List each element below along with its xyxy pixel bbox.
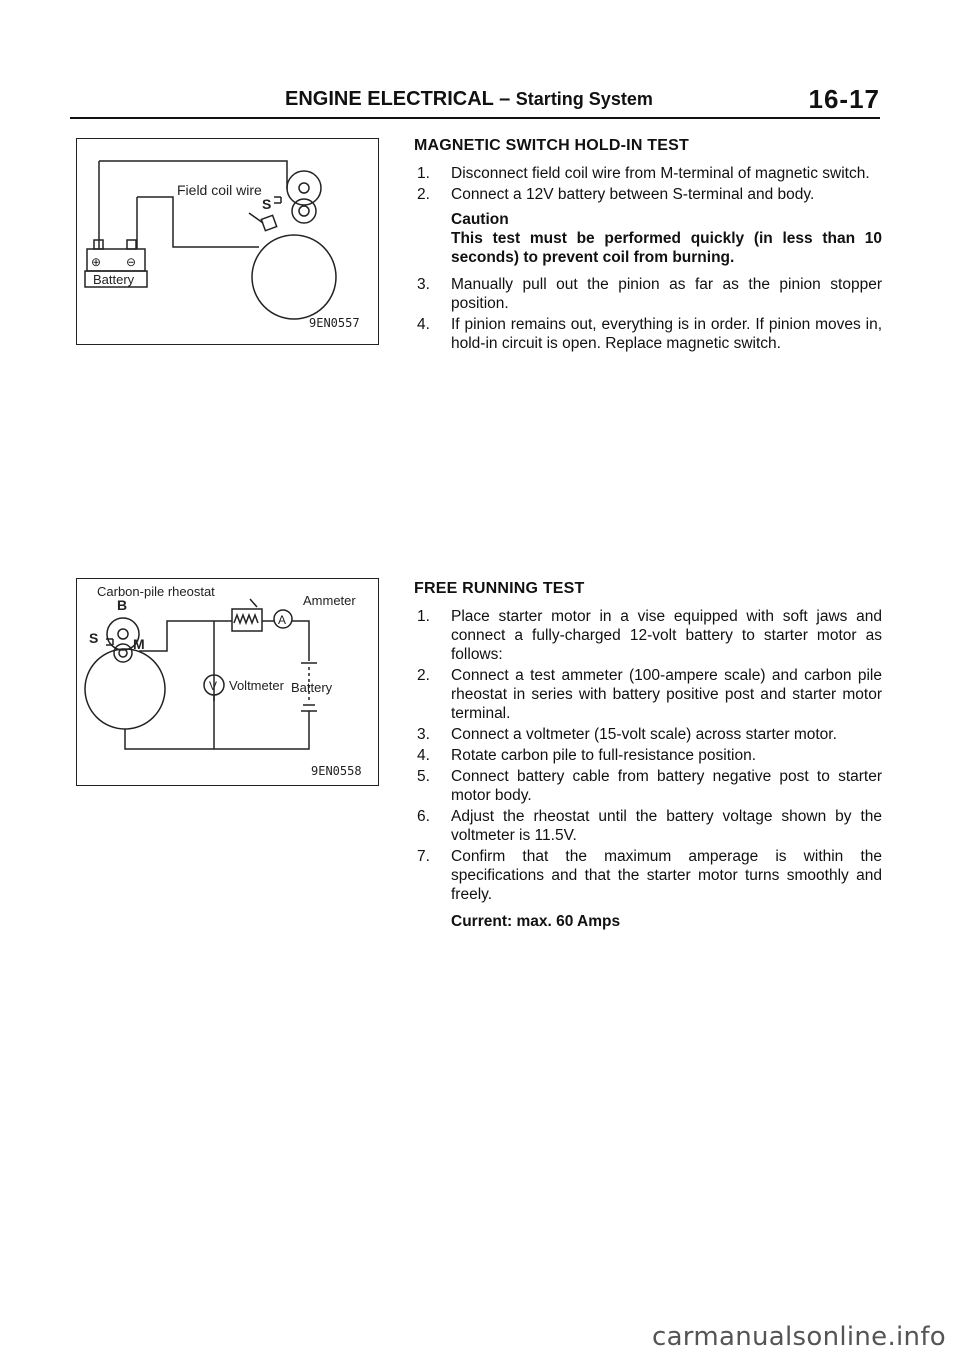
step [414,807,882,845]
wire-ammeter-battery [292,621,309,661]
step-text: Disconnect field coil wire from M-terminal of magnetic switch. [451,165,870,182]
label-s: S [262,196,272,212]
label-minus: ⊖ [126,255,137,269]
free-running-diagram [77,579,377,784]
terminal-body [292,199,316,223]
step-text: Adjust the rheostat until the battery voltage shown by the voltmeter is 11.5V. [451,808,882,844]
step-text: Connect battery cable from battery negative post to starter motor body. [451,768,882,804]
label-ammeter: Ammeter [303,593,356,608]
step [414,315,882,353]
battery-post-minus [127,240,136,249]
terminal-b [118,629,128,639]
step-number: 5. [417,768,430,785]
figure-free-running-test [76,578,379,786]
label-a: A [278,613,287,627]
step-number: 3. [417,276,430,293]
step-number: 4. [417,747,430,764]
label-field-coil: Field coil wire [177,182,262,198]
page-number: 16-17 [808,84,880,114]
step [414,847,882,904]
label-rheostat: Carbon-pile rheostat [97,584,215,599]
leader-line [249,213,263,223]
caution-note [451,210,882,267]
label-s: S [89,630,99,646]
starter-motor [252,235,336,319]
step-text: If pinion remains out, everything is in order. If pinion moves in, hold-in circuit is open. Replace magnetic switch. [451,316,882,352]
step-number: 1. [417,608,430,625]
title-dash: – [493,88,516,110]
battery-plate-bottom [301,705,317,711]
label-b: B [117,597,128,613]
step-number: 2. [417,186,430,203]
step-number: 6. [417,808,430,825]
step [414,607,882,664]
figure-hold-in-test [76,138,379,345]
step-text: Place starter motor in a vise equipped with soft jaws and connect a fully-charged 12-volt battery to starter motor as follows: [451,608,882,663]
hold-in-diagram [77,139,377,343]
rheostat-zigzag [234,615,258,623]
section-title: FREE RUNNING TEST [414,580,585,597]
step [414,746,882,765]
section-title: MAGNETIC SWITCH HOLD-IN TEST [414,137,689,154]
label-plus: ⊕ [91,255,102,269]
step [414,164,882,183]
step-number: 7. [417,848,430,865]
step-text: Manually pull out the pinion as far as the pinion stopper position. [451,276,882,312]
magnetic-switch [287,171,321,205]
step-number: 1. [417,165,430,182]
page-header [70,84,880,118]
step-number: 3. [417,726,430,743]
starter-motor [85,649,165,729]
page-title [285,88,653,111]
s-terminal [274,197,281,203]
caution-title: Caution [451,211,509,228]
header-rule [70,117,880,119]
wire-ground [125,711,309,749]
title-main: ENGINE ELECTRICAL [285,88,494,110]
caution-text: This test must be performed quickly (in less than 10 seconds) to prevent coil from burning. [451,230,882,266]
terminal-lower [299,206,309,216]
step-text: Confirm that the maximum amperage is within the specifications and that the starter motor turns smoothly and freely. [451,848,882,903]
step-text: Rotate carbon pile to full-resistance position. [451,747,756,764]
wire-inner [137,197,259,247]
figure-code: 9EN0557 [309,316,360,330]
label-v: V [209,679,218,693]
terminal-upper [299,183,309,193]
step [414,275,882,313]
label-voltmeter: Voltmeter [229,678,284,693]
step-number: 2. [417,667,430,684]
label-m: M [133,636,145,652]
rheostat-arrow [250,599,257,607]
figure-code: 9EN0558 [311,764,362,778]
terminal-m [114,644,132,662]
step [414,185,882,204]
section-hold-in-test [414,136,882,355]
watermark: carmanualsonline.info [651,1322,946,1352]
label-battery: Battery [93,272,135,287]
step-text: Connect a test ammeter (100-ampere scale) and carbon pile rheostat in series with battery positive post and starter motor terminal. [451,667,882,722]
title-sub: Starting System [515,89,653,109]
step [414,767,882,805]
wire-to-rheostat [139,621,232,651]
s-terminal-connector [261,215,276,230]
label-battery: Battery [291,680,333,695]
spec-current: Current: max. 60 Amps [451,913,621,930]
step-text: Connect a 12V battery between S-terminal and body. [451,186,815,203]
step-text: Connect a voltmeter (15-volt scale) across starter motor. [451,726,837,743]
step [414,725,882,744]
section-free-running-test [414,579,882,931]
step-number: 4. [417,316,430,333]
step [414,666,882,723]
